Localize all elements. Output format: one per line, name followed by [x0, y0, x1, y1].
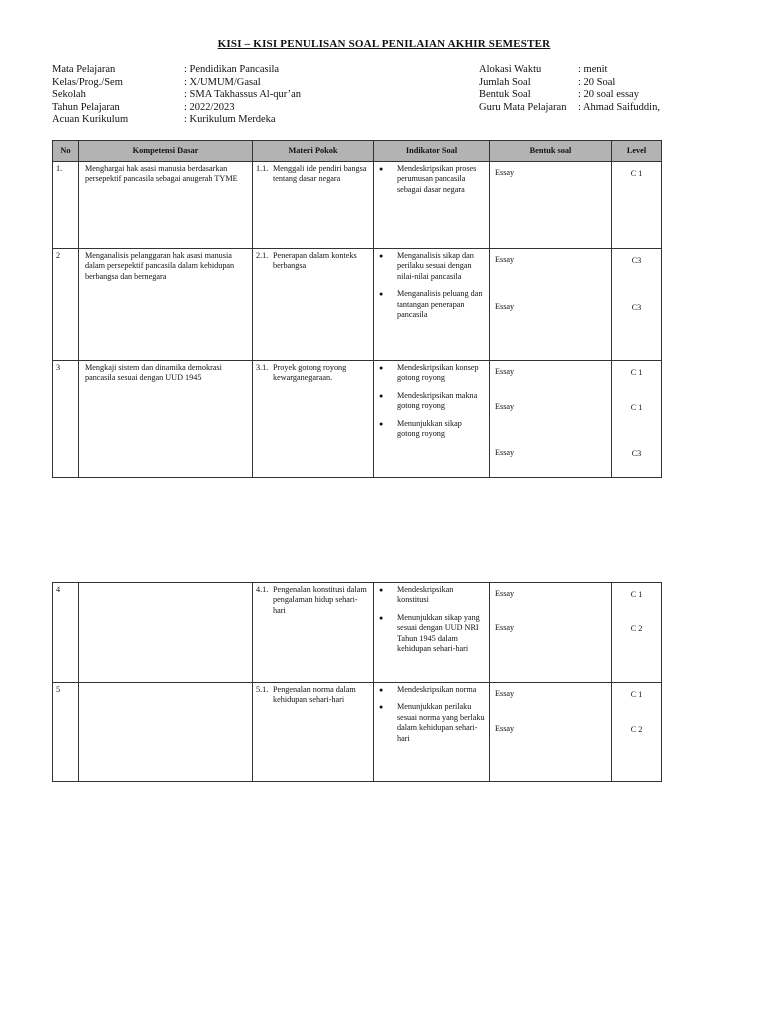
info-label: Kelas/Prog./Sem [52, 76, 123, 88]
row-number: 4 [53, 583, 79, 683]
indikator-item [377, 585, 486, 606]
materi-pokok-number: 1.1. [256, 164, 269, 173]
indikator-soal-cell [374, 683, 490, 782]
indikator-text: Mendeskripsikan konsep gotong royong [397, 363, 479, 383]
bentuk-soal-value: Essay [495, 448, 515, 457]
info-label: Acuan Kurikulum [52, 114, 129, 126]
materi-pokok-cell [253, 361, 374, 478]
info-label: Tahun Pelajaran [52, 101, 120, 113]
indikator-soal-cell [374, 361, 490, 478]
bentuk-soal-value: Essay [495, 589, 515, 598]
info-label: Sekolah [52, 89, 86, 101]
kompetensi-dasar-cell [79, 583, 253, 683]
table-row [53, 683, 662, 782]
header-materi-pokok: Materi Pokok [253, 141, 374, 162]
row-number: 2 [53, 249, 79, 361]
indikator-list [377, 363, 486, 439]
info-label: Alokasi Waktu [479, 64, 542, 75]
row-number: 5 [53, 683, 79, 782]
bullet-icon: ● [379, 686, 384, 694]
indikator-text: Mendeskripsikan makna gotong royong [397, 390, 478, 411]
indikator-list [377, 251, 486, 320]
table-row [53, 249, 662, 361]
bentuk-soal-value: Essay [495, 367, 515, 376]
bentuk-soal-value: Essay [495, 302, 515, 311]
level-cell [612, 583, 662, 683]
info-value: : SMA Takhassus Al-qur’an [184, 89, 302, 101]
header-kompetensi-dasar: Kompetensi Dasar [79, 141, 253, 162]
info-label: Mata Pelajaran [52, 64, 116, 75]
level-cell [612, 683, 662, 782]
materi-pokok-item [256, 685, 370, 706]
indikator-item [377, 289, 486, 320]
materi-pokok-cell [253, 162, 374, 249]
row-number: 3 [53, 361, 79, 478]
bullet-icon: ● [379, 290, 384, 299]
indikator-list [377, 164, 486, 195]
level-value: C 1 [630, 368, 643, 377]
info-row [52, 102, 301, 115]
info-left [52, 64, 301, 127]
materi-pokok-cell [253, 249, 374, 361]
indikator-text: Menganalisis peluang dan tantangan penerapan pancasila [397, 289, 483, 320]
info-value: : Ahmad Saifuddin, [578, 101, 660, 113]
kompetensi-dasar-cell: Menghargai hak asasi manusia berdasarkan persepektif pancasila sebagai anugerah TYME [79, 162, 253, 249]
info-value: : 20 soal essay [578, 89, 639, 101]
info-row [52, 77, 301, 90]
kisi-table-page-2 [52, 582, 662, 782]
level-value: C 2 [630, 725, 643, 734]
table-header-row [53, 141, 662, 162]
level-value: C 1 [630, 690, 643, 699]
bullet-icon: ● [379, 419, 384, 428]
materi-pokok-number: 2.1. [256, 251, 269, 260]
materi-pokok-cell [253, 683, 374, 782]
kompetensi-dasar-cell [79, 683, 253, 782]
materi-pokok-number: 3.1. [256, 363, 269, 372]
table-row [53, 361, 662, 478]
info-row [479, 77, 660, 90]
indikator-text: Menunjukkan perilaku sesuai norma yang berlaku dalam kehidupan sehari-hari [397, 702, 485, 743]
indikator-list [377, 585, 486, 654]
indikator-item [377, 363, 486, 384]
info-row [52, 64, 301, 77]
bentuk-soal-value: Essay [495, 689, 515, 698]
bentuk-soal-value: Essay [495, 168, 515, 177]
indikator-text: Menunjukkan sikap yang sesuai dengan UUD NRI Tahun 1945 dalam kehidupan sehari-hari [397, 612, 480, 654]
info-row [479, 89, 660, 102]
bentuk-soal-cell [490, 249, 612, 361]
bullet-icon: ● [379, 586, 384, 594]
info-label: Guru Mata Pelajaran [479, 101, 567, 113]
bullet-icon: ● [379, 391, 384, 400]
table-row [53, 583, 662, 683]
header-level: Level [612, 141, 662, 162]
level-value: C3 [631, 303, 642, 312]
bullet-icon: ● [379, 252, 384, 260]
level-cell [612, 361, 662, 478]
header-indikator-soal: Indikator Soal [374, 141, 490, 162]
indikator-soal-cell [374, 162, 490, 249]
level-cell [612, 162, 662, 249]
indikator-item [377, 251, 486, 282]
header-bentuk-soal: Bentuk soal [490, 141, 612, 162]
materi-pokok-text: Proyek gotong royong kewarganegaraan. [273, 363, 347, 383]
info-value: : Kurikulum Merdeka [184, 114, 276, 126]
materi-pokok-number: 5.1. [256, 685, 269, 694]
indikator-item [377, 702, 486, 744]
indikator-text: Mendeskripsikan konstitusi [397, 585, 454, 605]
bentuk-soal-cell [490, 583, 612, 683]
indikator-text: Mendeskripsikan norma [397, 685, 477, 694]
bentuk-soal-cell [490, 361, 612, 478]
info-value: : menit [578, 64, 608, 75]
level-value: C 1 [630, 590, 643, 599]
kompetensi-dasar-cell: Mengkaji sistem dan dinamika demokrasi pancasila sesuai dengan UUD 1945 [79, 361, 253, 478]
bentuk-soal-value: Essay [495, 255, 515, 264]
materi-pokok-item [256, 585, 370, 616]
document-title: KISI – KISI PENULISAN SOAL PENILAIAN AKHIR SEMESTER [217, 38, 551, 50]
level-value: C3 [631, 449, 642, 458]
level-value: C3 [631, 256, 642, 265]
indikator-soal-cell [374, 583, 490, 683]
bullet-icon: ● [379, 703, 384, 712]
bentuk-soal-value: Essay [495, 623, 515, 632]
indikator-text: Mendeskripsikan proses perumusan pancasila sebagai dasar negara [397, 164, 477, 194]
bentuk-soal-cell [490, 162, 612, 249]
bullet-icon: ● [379, 165, 384, 173]
info-value: : X/UMUM/Gasal [184, 76, 261, 88]
materi-pokok-number: 4.1. [256, 585, 269, 594]
level-cell [612, 249, 662, 361]
materi-pokok-text: Pengenalan konstitusi dalam pengalaman hidup sehari-hari [273, 585, 367, 615]
indikator-item [377, 164, 486, 195]
materi-pokok-text: Pengenalan norma dalam kehidupan sehari-hari [273, 685, 356, 705]
info-value: : Pendidikan Pancasila [184, 64, 280, 75]
level-value: C 1 [630, 169, 643, 178]
kompetensi-dasar-cell: Menganalisis pelanggaran hak asasi manusia dalam persepektif pancasila dalam kehidupan berbangsa dan bernegara [79, 249, 253, 361]
info-row [479, 102, 660, 115]
info-label: Bentuk Soal [479, 89, 531, 101]
bentuk-soal-value: Essay [495, 724, 515, 733]
materi-pokok-item [256, 363, 370, 384]
materi-pokok-text: Menggali ide pendiri bangsa tentang dasar negara [273, 164, 367, 184]
indikator-soal-cell [374, 249, 490, 361]
indikator-item [377, 685, 486, 695]
indikator-item [377, 419, 486, 440]
info-label: Jumlah Soal [479, 76, 531, 88]
info-right [479, 64, 660, 114]
bentuk-soal-value: Essay [495, 402, 515, 411]
info-value: : 20 Soal [578, 76, 616, 88]
materi-pokok-cell [253, 583, 374, 683]
bentuk-soal-cell [490, 683, 612, 782]
header-no: No [53, 141, 79, 162]
indikator-item [377, 613, 486, 655]
row-number: 1. [53, 162, 79, 249]
indikator-list [377, 685, 486, 744]
level-value: C 2 [630, 624, 643, 633]
info-row [52, 89, 301, 102]
info-row [52, 114, 301, 127]
materi-pokok-item [256, 251, 370, 272]
level-value: C 1 [630, 403, 643, 412]
bullet-icon: ● [379, 613, 384, 622]
materi-pokok-text: Penerapan dalam konteks berbangsa [273, 251, 357, 271]
materi-pokok-item [256, 164, 370, 185]
info-value: : 2022/2023 [184, 101, 235, 113]
bullet-icon: ● [379, 364, 384, 372]
indikator-text: Menganalisis sikap dan perilaku sesuai dengan nilai-nilai pancasila [397, 251, 474, 281]
kisi-table-page-1 [52, 140, 662, 478]
info-row [479, 64, 660, 77]
table-row [53, 162, 662, 249]
indikator-text: Menunjukkan sikap gotong royong [397, 418, 462, 439]
indikator-item [377, 391, 486, 412]
